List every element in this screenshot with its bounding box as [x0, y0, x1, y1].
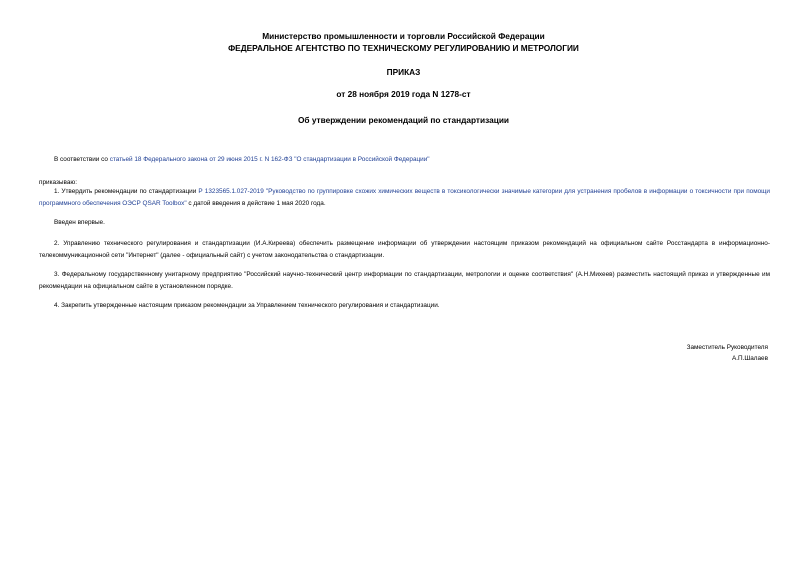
order-word: приказываю:	[39, 179, 77, 186]
doc-date-number: от 28 ноября 2019 года N 1278-ст	[336, 89, 471, 99]
doc-title: Об утверждении рекомендаций по стандартизации	[297, 115, 510, 125]
signature-name: А.П.Шалаев	[731, 355, 768, 362]
ministry-name: Министерство промышленности и торговли Российской Федерации	[262, 31, 545, 41]
item-1-paragraph	[39, 186, 770, 209]
item-1-prefix: 1. Утвердить рекомендации по стандартизации	[54, 188, 199, 195]
item-3-paragraph: 3. Федеральному государственному унитарному предприятию "Российский научно-технический центр информации по стандартизации, метрологии и оценке соответствия" (А.Н.Михеев) разместить настоящий приказ и утвержденные им рекомендации на официальном сайте в установленном порядке.	[39, 271, 770, 290]
doc-type: ПРИКАЗ	[386, 67, 421, 77]
signature-position: Заместитель Руководителя	[686, 344, 768, 351]
item-2-paragraph: 2. Управлению технического регулирования и стандартизации (И.А.Киреева) обеспечить размещение информации об утверждении настоящим приказом рекомендаций на официальном сайте Росстандарта в информационно-телекоммуникационной сети "Интернет" (далее - официальный сайт) с учетом законодательства о стандартизации.	[39, 240, 770, 259]
law-link[interactable]: статьей 18 Федерального закона от 29 июня 2015 г. N 162-ФЗ "О стандартизации в Российской Федерации"	[109, 156, 430, 163]
recommendation-link[interactable]: Р 1323565.1.027-2019 "Руководство по группировке схожих химических веществ в токсикологически значимые категории для устранения пробелов в информации о токсичности при помощи программного обеспечения ОЭСР QSAR Toolbox"	[39, 188, 770, 207]
item-4-paragraph: 4. Закрепить утвержденные настоящим приказом рекомендации за Управлением технического регулирования и стандартизации.	[54, 302, 440, 309]
intro-paragraph	[39, 154, 770, 166]
intro-prefix: В соответствии со	[54, 156, 110, 163]
item-1-suffix: с датой введения в действие 1 мая 2020 года.	[186, 199, 326, 207]
agency-name: ФЕДЕРАЛЬНОЕ АГЕНТСТВО ПО ТЕХНИЧЕСКОМУ РЕГУЛИРОВАНИЮ И МЕТРОЛОГИИ	[228, 43, 579, 53]
introduced-first-note: Введен впервые.	[54, 219, 105, 226]
